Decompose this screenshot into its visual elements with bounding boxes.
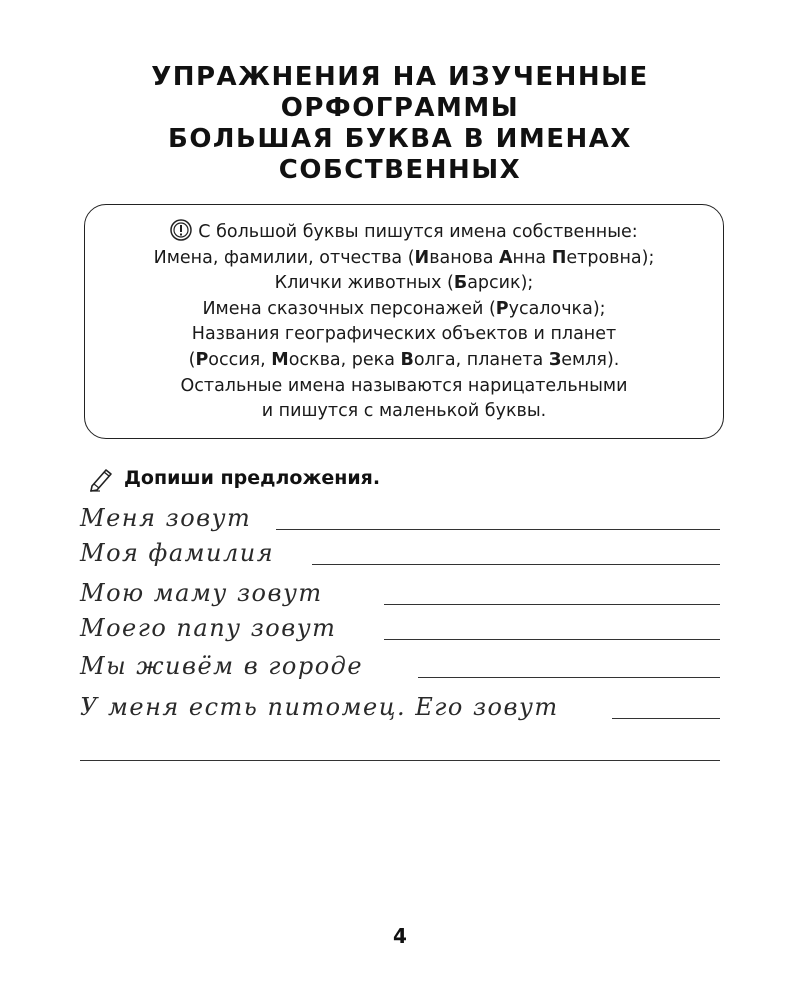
sentence-row <box>80 575 720 611</box>
rule-text: арсик); <box>467 273 534 294</box>
title-line: ОРФОГРАММЫ <box>280 93 520 123</box>
sentence-row <box>80 610 720 646</box>
title-line: УПРАЖНЕНИЯ НА ИЗУЧЕННЫЕ <box>151 62 649 92</box>
rule-line-2 <box>85 271 723 297</box>
rule-line-3 <box>85 297 723 323</box>
bold-capital: М <box>271 349 289 370</box>
title-line: БОЛЬШАЯ БУКВА В ИМЕНАХ <box>168 124 632 154</box>
rule-text: усалочка); <box>508 298 606 319</box>
rule-line-content <box>198 222 637 242</box>
sentence-prompt: Меня зовут <box>80 504 252 532</box>
page-title <box>0 62 800 186</box>
title-line: СОБСТВЕННЫХ <box>278 155 522 185</box>
bold-capital: Р <box>495 298 509 319</box>
sentence-prompt: Мы живём в городе <box>80 652 364 680</box>
answer-line[interactable] <box>418 677 720 678</box>
page-number: 4 <box>393 924 407 948</box>
bold-capital: Б <box>453 273 468 294</box>
rule-text: ( <box>188 349 196 370</box>
rule-text: ванова <box>429 247 499 268</box>
bold-capital: П <box>551 247 567 268</box>
answer-line-full[interactable] <box>80 760 720 761</box>
rule-line-1 <box>85 246 723 272</box>
rule-text: Имена, фамилии, отчества ( <box>153 247 415 268</box>
rule-line-5 <box>85 348 723 374</box>
task-header <box>86 464 380 492</box>
bold-capital: В <box>400 349 414 370</box>
rule-line-4 <box>85 322 723 348</box>
sentence-prompt: Моего папу зовут <box>80 614 337 642</box>
sentence-row <box>80 535 720 571</box>
rule-text: и пишутся с маленькой буквы. <box>261 401 547 422</box>
answer-line[interactable] <box>276 529 720 530</box>
rule-text: Остальные имена называются нарицательными <box>180 375 628 396</box>
rule-text: емля). <box>561 349 620 370</box>
rule-text: оссия, <box>208 349 272 370</box>
bold-capital: З <box>548 349 562 370</box>
pencil-icon <box>86 464 116 492</box>
rule-line-0 <box>85 219 723 246</box>
answer-line[interactable] <box>384 604 720 605</box>
sentence-row <box>80 648 720 684</box>
rule-text: олга, планета <box>413 349 549 370</box>
answer-line[interactable] <box>612 718 720 719</box>
sentence-prompt: У меня есть питомец. Его зовут <box>80 693 559 721</box>
rule-text: осква, река <box>288 349 401 370</box>
answer-line[interactable] <box>312 564 720 565</box>
rule-box <box>84 204 724 439</box>
bold-capital: А <box>499 247 513 268</box>
rule-text: етровна); <box>566 247 655 268</box>
sentence-row <box>80 500 720 536</box>
exclamation-circle-icon <box>170 219 192 241</box>
sentence-row <box>80 689 720 725</box>
rule-text: Имена сказочных персонажей ( <box>202 298 496 319</box>
rule-text: Клички животных ( <box>274 273 454 294</box>
bold-capital: Р <box>195 349 209 370</box>
rule-line-7 <box>85 399 723 425</box>
bold-capital: И <box>414 247 430 268</box>
rule-text: Названия географических объектов и планет <box>191 324 617 345</box>
rule-line-6 <box>85 374 723 400</box>
task-label: Допиши предложения. <box>124 467 381 489</box>
sentence-prompt: Мою маму зовут <box>80 579 323 607</box>
rule-text: нна <box>512 247 552 268</box>
sentence-prompt: Моя фамилия <box>80 539 275 567</box>
answer-line[interactable] <box>384 639 720 640</box>
rule-text: С большой буквы пишутся имена собственные: <box>198 222 638 242</box>
